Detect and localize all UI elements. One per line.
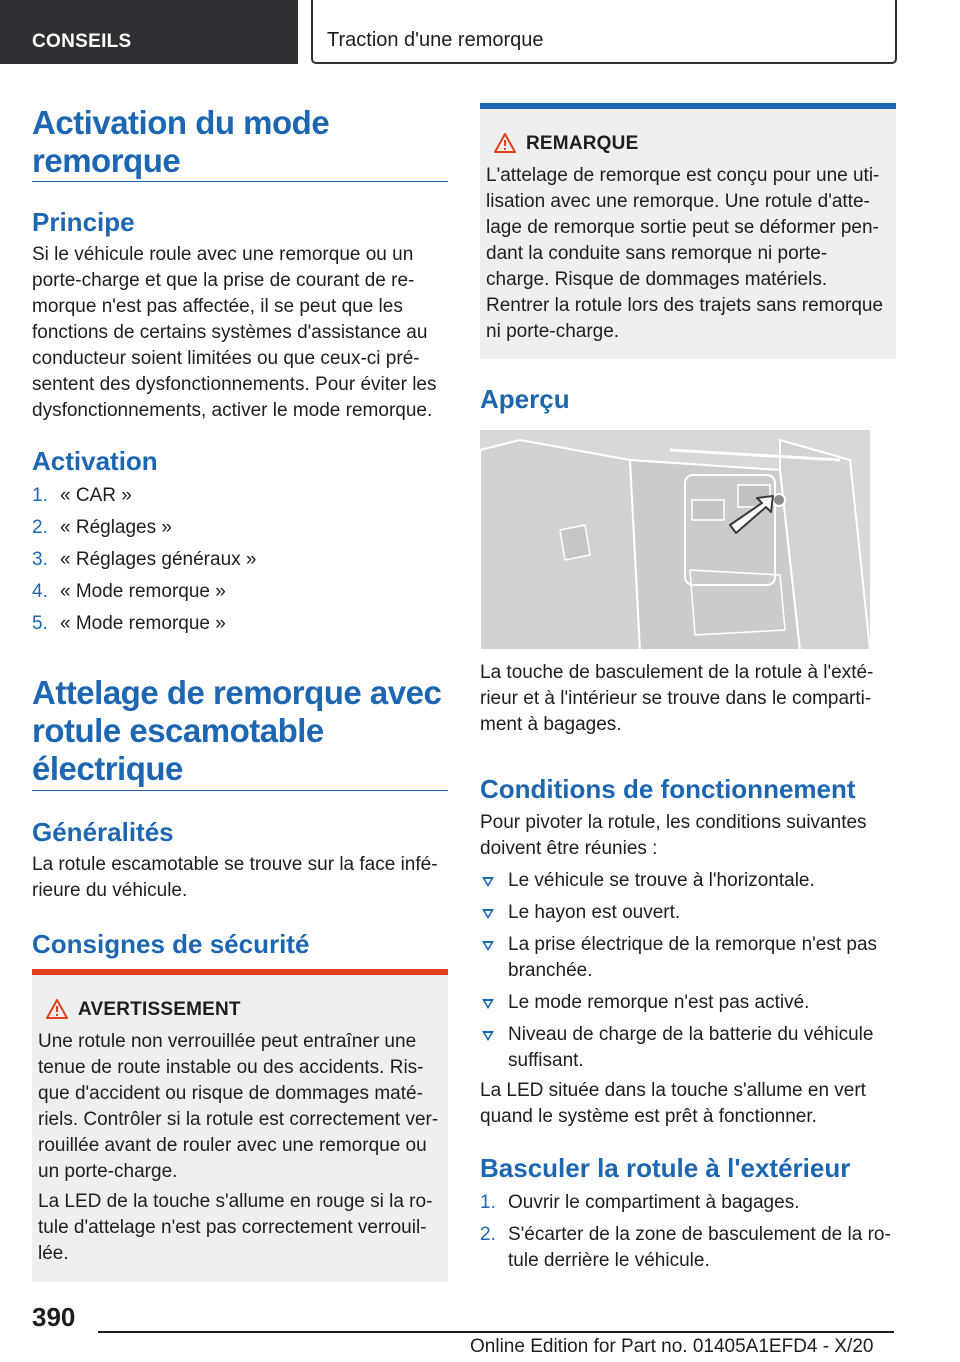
section-label: CONSEILS — [32, 31, 132, 52]
edition-text: Online Edition for Part no. 01405A1EFD4 - X/20 — [470, 1336, 874, 1357]
conditions-list — [480, 868, 896, 1080]
notice-box — [480, 103, 896, 359]
notice-triangle-icon — [494, 133, 516, 153]
list-item — [32, 547, 448, 573]
chapter-tab — [311, 0, 897, 64]
list-item — [32, 515, 448, 541]
step-text: « CAR » — [60, 485, 132, 506]
step-number: 1. — [32, 485, 48, 506]
condition-text: Le hayon est ouvert. — [508, 902, 681, 923]
heading-principe: Principe — [32, 207, 135, 237]
footer-rule — [98, 1331, 894, 1333]
heading-generalites: Généralités — [32, 817, 174, 847]
heading-rule — [32, 790, 448, 791]
list-item — [480, 1222, 896, 1274]
basculer-steps — [480, 1190, 896, 1280]
warning-bar — [32, 969, 448, 975]
warning-text-1: Une rotule non verrouillée peut entraîner une tenue de route instable ou des accidents. Ris-que d'accident ou risque de dommages maté-riels. Contrôler si la rotule est correctement ver-rouillée avant de rouler avec une remorque ou un porte-charge. — [38, 1031, 439, 1182]
heading-rule — [32, 181, 448, 182]
heading-consignes-securite: Consignes de sécurité — [32, 929, 310, 959]
step-text: S'écarter de la zone de basculement de la ro-tule derrière le véhicule. — [508, 1224, 891, 1271]
step-text: « Mode remorque » — [60, 581, 226, 602]
heading-activation: Activation — [32, 446, 158, 476]
list-item — [480, 1022, 896, 1074]
step-text: « Mode remorque » — [60, 613, 226, 634]
notice-bar — [480, 103, 896, 109]
activation-steps — [32, 483, 448, 643]
generalites-text: La rotule escamotable se trouve sur la face infé-rieure du véhicule. — [32, 854, 438, 901]
bullet-triangle-icon — [482, 877, 494, 887]
step-number: 1. — [480, 1192, 496, 1213]
list-item — [32, 483, 448, 509]
step-number: 5. — [32, 613, 48, 634]
warning-box — [32, 969, 448, 1282]
step-text: Ouvrir le compartiment à bagages. — [508, 1192, 800, 1213]
section-tab — [0, 0, 298, 64]
condition-text: Le véhicule se trouve à l'horizontale. — [508, 870, 815, 891]
condition-text: La prise électrique de la remorque n'est pas branchée. — [508, 934, 878, 981]
step-number: 4. — [32, 581, 48, 602]
bullet-triangle-icon — [482, 1031, 494, 1041]
principe-text: Si le véhicule roule avec une remorque ou un porte-charge et que la prise de courant de re-morque n'est pas affectée, il se peut que les fonctions de certains systèmes d'assistance au conducteur soient limitées ou que ceux-ci pré-sentent des dysfonctionnements. Pour éviter les dysfonctionnements, activer le mode remorque. — [32, 244, 437, 421]
list-item — [480, 900, 896, 926]
list-item — [32, 611, 448, 637]
heading-apercu: Aperçu — [480, 384, 570, 414]
condition-text: Niveau de charge de la batterie du véhicule suffisant. — [508, 1024, 874, 1071]
heading-conditions: Conditions de fonctionnement — [480, 774, 856, 804]
step-number: 2. — [32, 517, 48, 538]
notice-title: REMARQUE — [526, 133, 639, 154]
warning-triangle-icon — [46, 999, 68, 1019]
list-item — [480, 868, 896, 894]
page-number: 390 — [32, 1302, 76, 1332]
condition-text: Le mode remorque n'est pas activé. — [508, 992, 810, 1013]
conditions-intro: Pour pivoter la rotule, les conditions suivantes doivent être réunies : — [480, 812, 867, 859]
step-text: « Réglages » — [60, 517, 172, 538]
heading-activation-mode-remorque: Activation du mode remorque — [32, 104, 330, 179]
trunk-illustration-svg — [480, 430, 870, 650]
warning-title: AVERTISSEMENT — [78, 999, 241, 1020]
list-item — [32, 579, 448, 605]
notice-text: L'attelage de remorque est conçu pour une uti-lisation avec une remorque. Une rotule d'atte-lage de remorque sortie peut se déformer pen-dant la conduite sans remorque ni porte-charge. Risque de dommages matériels. Rentrer la rotule lors des trajets sans remorque ni porte-charge. — [486, 165, 884, 342]
step-number: 2. — [480, 1224, 496, 1245]
warning-text-2: La LED de la touche s'allume en rouge si la ro-tule d'attelage n'est pas correctement verrouil-lée. — [38, 1191, 433, 1264]
trunk-switch-illustration — [480, 430, 870, 650]
list-item — [480, 990, 896, 1016]
heading-basculer-rotule: Basculer la rotule à l'extérieur — [480, 1153, 851, 1183]
step-text: « Réglages généraux » — [60, 549, 257, 570]
bullet-triangle-icon — [482, 909, 494, 919]
bullet-triangle-icon — [482, 941, 494, 951]
chapter-title: Traction d'une remorque — [327, 29, 544, 51]
list-item — [480, 932, 896, 984]
heading-attelage-rotule-escamotable: Attelage de remorque avec rotule escamotable électrique — [32, 674, 442, 787]
apercu-text: La touche de basculement de la rotule à l'exté-rieur et à l'intérieur se trouve dans le comparti-ment à bagages. — [480, 662, 874, 735]
bullet-triangle-icon — [482, 999, 494, 1009]
step-number: 3. — [32, 549, 48, 570]
list-item — [480, 1190, 896, 1216]
led-text: La LED située dans la touche s'allume en vert quand le système est prêt à fonctionner. — [480, 1080, 866, 1127]
